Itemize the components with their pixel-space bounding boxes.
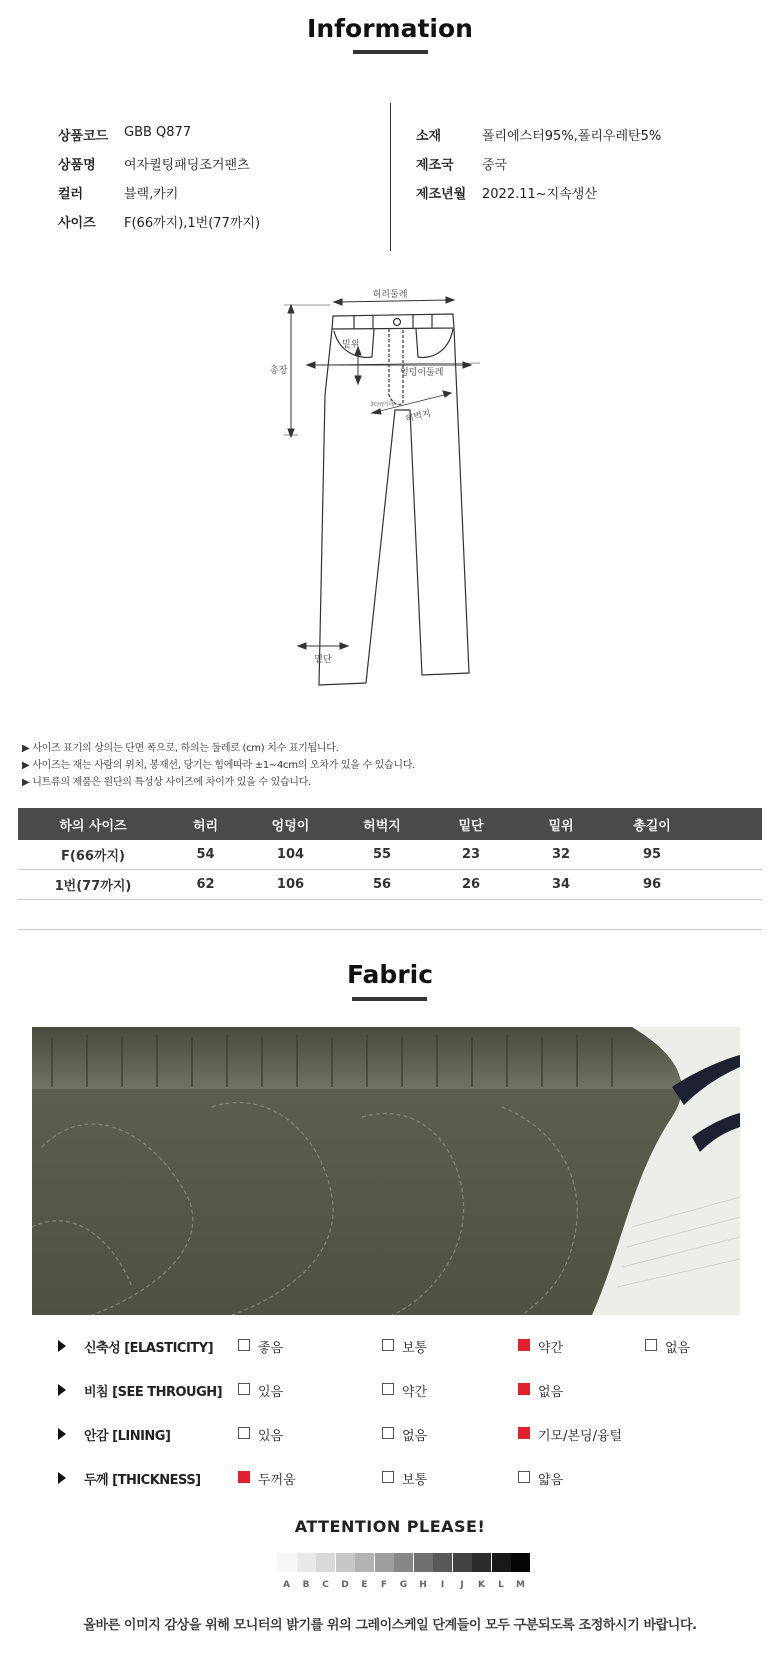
grayscale-swatch — [375, 1553, 394, 1572]
fabric-row-elasticity — [58, 1337, 738, 1357]
grayscale-letter: H — [419, 1580, 427, 1590]
grayscale-letter: K — [478, 1580, 485, 1590]
table-row — [18, 840, 762, 870]
info-key: 제조국 — [416, 158, 454, 173]
checkbox-checked-icon — [518, 1427, 530, 1439]
diagram-label-rise: 밑위 — [342, 340, 360, 350]
grayscale-swatch — [297, 1553, 316, 1572]
diagram-label-total: 총장 — [270, 366, 288, 376]
checkbox-icon — [238, 1339, 250, 1351]
table-cell: 32 — [516, 840, 606, 870]
fabric-row-lining — [58, 1425, 738, 1445]
table-cell: 104 — [243, 840, 338, 870]
fabric-row-label: 비침 [SEE THROUGH] — [84, 1385, 223, 1400]
checkbox-icon — [238, 1427, 250, 1439]
table-cell: 106 — [243, 870, 338, 900]
diagram-label-thigh-offset: 3cm아래 — [370, 401, 395, 408]
grayscale-letter: C — [322, 1580, 329, 1590]
table-cell: 54 — [168, 840, 243, 870]
table-cell: 34 — [516, 870, 606, 900]
size-table-header — [18, 808, 762, 840]
header-cell: 밑단 — [426, 808, 516, 840]
checkbox-icon — [382, 1339, 394, 1351]
fabric-row-thickness — [58, 1469, 738, 1489]
option-label: 보통 — [402, 1341, 428, 1356]
grayscale-letter: F — [380, 1580, 388, 1590]
title-underline — [352, 997, 427, 1001]
checkbox-icon — [382, 1471, 394, 1483]
grayscale-swatch — [277, 1553, 296, 1572]
header-cell: 허리 — [168, 808, 243, 840]
option-label: 없음 — [402, 1429, 428, 1444]
table-cell: F(66까지) — [18, 840, 168, 870]
checkbox-checked-icon — [238, 1471, 250, 1483]
fabric-row-label: 신축성 [ELASTICITY] — [84, 1341, 214, 1356]
option-label: 좋음 — [258, 1341, 284, 1356]
grayscale-swatch — [511, 1553, 530, 1572]
diagram-label-waist: 허리둘레 — [372, 290, 408, 300]
option-label: 기모/본딩/융털 — [538, 1429, 623, 1444]
checkbox-icon — [518, 1471, 530, 1483]
header-cell-blank — [698, 808, 762, 840]
size-table — [18, 808, 762, 930]
table-cell: 56 — [338, 870, 426, 900]
bullet-triangle-icon — [58, 1428, 66, 1440]
table-cell: 55 — [338, 840, 426, 870]
pants-outline — [319, 328, 469, 685]
fabric-row-label: 안감 [LINING] — [84, 1429, 171, 1444]
grayscale-letter: A — [283, 1580, 290, 1590]
checkbox-icon — [238, 1383, 250, 1395]
grayscale-letter: I — [440, 1580, 445, 1590]
info-key: 상품명 — [58, 158, 96, 173]
table-row — [18, 870, 762, 900]
table-cell-blank — [698, 840, 762, 870]
checkbox-icon — [382, 1383, 394, 1395]
grayscale-swatch — [453, 1553, 472, 1572]
option-label: 얇음 — [538, 1473, 564, 1488]
header-cell: 하의 사이즈 — [18, 808, 168, 840]
size-note: ▶ 사이즈 표기의 상의는 단면 폭으로, 하의는 둘레로 (cm) 치수 표기됩니다. — [22, 743, 339, 754]
grayscale-letter: L — [498, 1580, 504, 1590]
grayscale-letter: J — [460, 1580, 464, 1590]
table-cell: 95 — [606, 840, 698, 870]
table-cell: 23 — [426, 840, 516, 870]
header-cell: 엉덩이 — [243, 808, 338, 840]
header-cell: 총길이 — [606, 808, 698, 840]
info-value: 블랙,카키 — [124, 187, 179, 202]
info-value: 폴리에스터95%,폴리우레탄5% — [482, 129, 662, 144]
grayscale-swatch — [355, 1553, 374, 1572]
option-label: 보통 — [402, 1473, 428, 1488]
bullet-triangle-icon — [58, 1340, 66, 1352]
info-value: GBB Q877 — [124, 125, 192, 140]
option-label: 약간 — [538, 1341, 564, 1356]
checkbox-icon — [382, 1427, 394, 1439]
table-cell: 96 — [606, 870, 698, 900]
table-cell-blank — [18, 900, 762, 930]
grayscale-swatch — [472, 1553, 491, 1572]
fabric-title: Fabric — [346, 960, 434, 989]
info-right-column — [416, 125, 756, 215]
bullet-triangle-icon — [58, 1472, 66, 1484]
checkbox-icon — [645, 1339, 657, 1351]
option-label: 있음 — [258, 1385, 284, 1400]
option-label: 없음 — [665, 1341, 691, 1356]
checkbox-checked-icon — [518, 1339, 530, 1351]
fabric-row-label: 두께 [THICKNESS] — [84, 1473, 201, 1488]
fabric-photo — [32, 1027, 740, 1315]
info-key: 소재 — [416, 129, 442, 144]
diagram-label-thigh: 허벅지 — [404, 408, 433, 425]
grayscale-letter: G — [399, 1580, 408, 1590]
info-value: 중국 — [482, 158, 508, 173]
title-underline — [353, 50, 428, 54]
grayscale-swatch — [414, 1553, 433, 1572]
info-value: F(66까지),1번(77까지) — [124, 216, 261, 231]
pants-measurement-diagram — [270, 285, 510, 705]
grayscale-letter: D — [341, 1580, 349, 1590]
header-cell: 밑위 — [516, 808, 606, 840]
grayscale-swatch — [492, 1553, 511, 1572]
header-cell: 허벅지 — [338, 808, 426, 840]
fabric-row-see-through — [58, 1381, 738, 1401]
diagram-label-hip: 엉덩이둘레 — [400, 368, 444, 378]
checkbox-checked-icon — [518, 1383, 530, 1395]
grayscale-letter: B — [302, 1580, 310, 1590]
grayscale-swatch — [336, 1553, 355, 1572]
grayscale-letter: E — [361, 1580, 368, 1590]
table-cell: 26 — [426, 870, 516, 900]
info-divider — [390, 103, 391, 251]
diagram-label-hem: 밑단 — [314, 655, 332, 665]
grayscale-swatch — [394, 1553, 413, 1572]
info-key: 사이즈 — [58, 216, 96, 231]
info-value: 2022.11~지속생산 — [482, 187, 597, 202]
info-value: 여자퀼팅패딩조거팬츠 — [124, 158, 250, 173]
option-label: 있음 — [258, 1429, 284, 1444]
grayscale-swatch — [433, 1553, 452, 1572]
option-label: 없음 — [538, 1385, 564, 1400]
info-key: 컬러 — [58, 187, 84, 202]
option-label: 약간 — [402, 1385, 428, 1400]
option-label: 두꺼움 — [258, 1473, 296, 1488]
grayscale-letter: M — [516, 1580, 525, 1590]
info-left-column — [58, 125, 378, 245]
table-cell: 62 — [168, 870, 243, 900]
table-cell: 1번(77까지) — [18, 870, 168, 900]
bullet-triangle-icon — [58, 1384, 66, 1396]
info-key: 제조년월 — [416, 187, 467, 202]
information-title: Information — [307, 14, 473, 43]
size-note: ▶ 니트류의 제품은 원단의 특성상 사이즈에 차이가 있을 수 있습니다. — [22, 777, 311, 788]
table-row-empty — [18, 900, 762, 930]
attention-title: ATTENTION PLEASE! — [294, 1517, 486, 1536]
grayscale-swatch — [316, 1553, 335, 1572]
table-cell-blank — [698, 870, 762, 900]
monitor-brightness-message: 올바른 이미지 감상을 위해 모니터의 밝기를 위의 그레이스케일 단계들이 모두 구분되도록 조정하시기 바랍니다. — [83, 1618, 697, 1633]
info-key: 상품코드 — [58, 129, 109, 144]
size-note: ▶ 사이즈는 재는 사람의 위치, 봉재선, 당기는 힘에따라 ±1~4cm의 오차가 있을 수 있습니다. — [22, 760, 416, 771]
